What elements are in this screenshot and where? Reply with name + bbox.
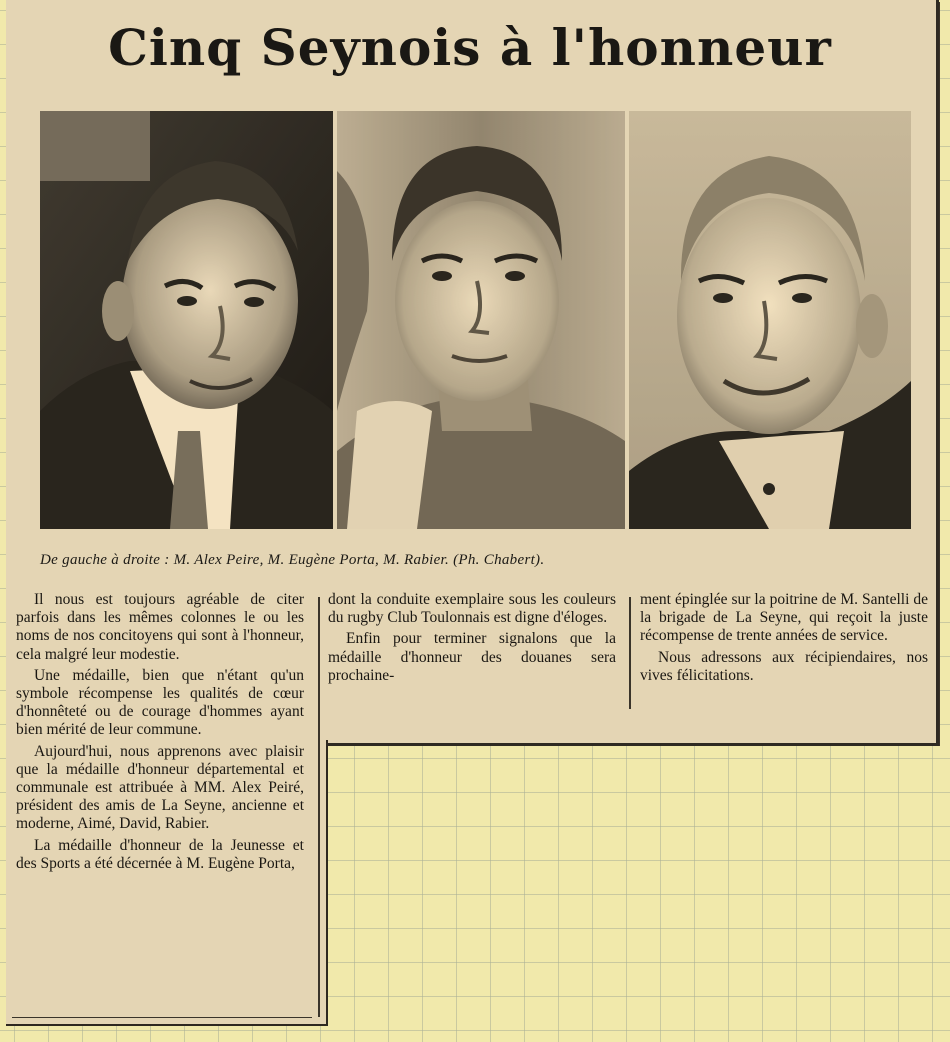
- column-rule: [629, 597, 631, 709]
- paragraph: La médaille d'honneur de la Jeunesse et des Sports a été décernée à M. Eugène Porta,: [16, 836, 304, 872]
- paragraph: Aujourd'hui, nous apprenons avec plaisir que la médaille d'honneur départemental et communale est attribuée à MM. Alex Peiré, président des amis de La Seyne, ancienne et moderne, Aimé, David, Rabier.: [16, 742, 304, 833]
- paragraph: dont la conduite exemplaire sous les couleurs du rugby Club Toulonnais est digne d'éloges.: [328, 591, 616, 627]
- article-column-3: [640, 591, 928, 685]
- photo-alex-peire: [40, 111, 333, 529]
- photo-strip: [40, 111, 911, 529]
- photo-eugene-porta: [337, 111, 625, 529]
- article-column-1: [16, 591, 304, 873]
- column-rule: [318, 597, 320, 1017]
- clipping-edge: [326, 743, 938, 746]
- paragraph: Enfin pour terminer signalons que la médaille d'honneur des douanes sera prochaine-: [328, 630, 616, 684]
- headline: Cinq Seynois à l'honneur: [108, 18, 832, 77]
- photo-caption: De gauche à droite : M. Alex Peire, M. Eugène Porta, M. Rabier. (Ph. Chabert).: [40, 552, 545, 568]
- paragraph: Il nous est toujours agréable de citer parfois dans les mêmes colonnes le ou les noms de nos concitoyens qui sont à l'honneur, cela malgré leur modestie.: [16, 591, 304, 663]
- clipping-edge: [936, 0, 939, 746]
- photo-rabier: [629, 111, 911, 529]
- paragraph: Une médaille, bien que n'étant qu'un symbole récompense les qualités de cœur d'honnêteté ou de courage d'hommes ayant bien mérité de leur commune.: [16, 666, 304, 739]
- article-column-2: [328, 591, 616, 685]
- paragraph: ment épinglée sur la poitrine de M. Santelli de la brigade de La Seyne, qui reçoit la juste récompense de trente années de service.: [640, 591, 928, 645]
- paragraph: Nous adressons aux récipiendaires, nos vives félicitations.: [640, 648, 928, 684]
- column-end-rule: [12, 1017, 312, 1018]
